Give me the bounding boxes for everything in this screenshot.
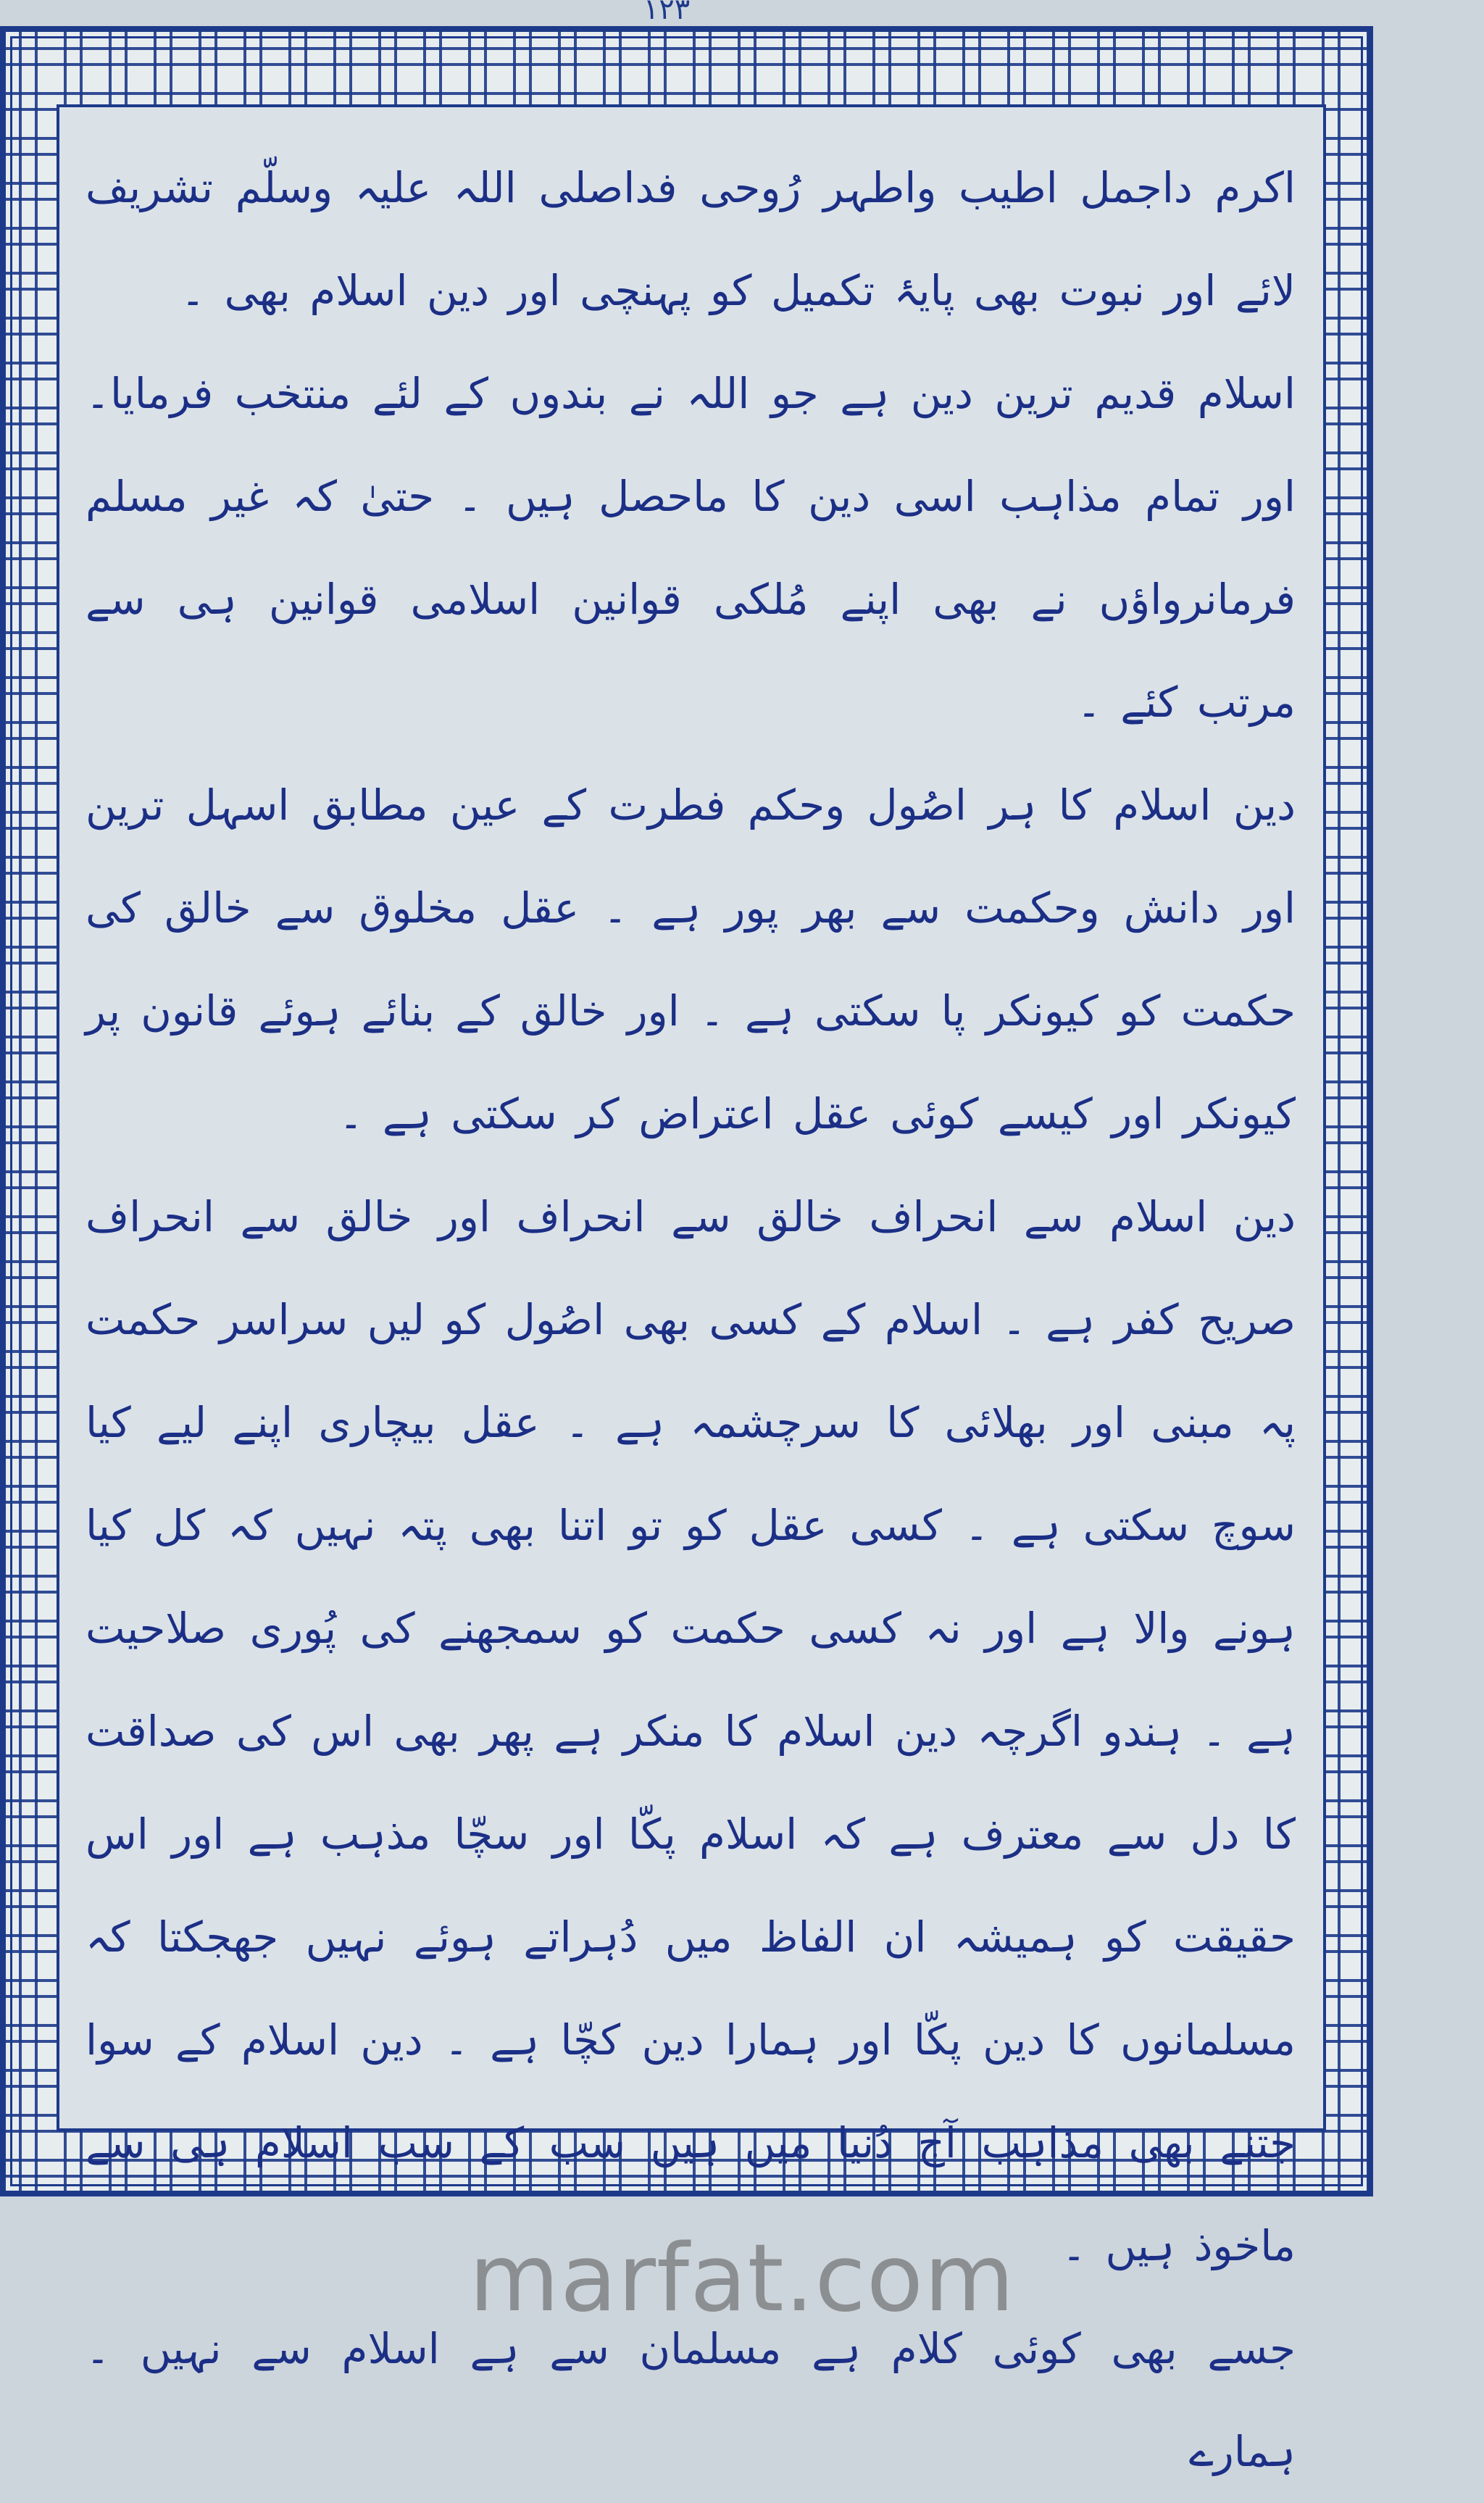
page-number: ۱۲۳: [643, 0, 691, 19]
paragraph-4: دین اسلام سے انحراف خالق سے انحراف اور خالق سے انحراف صریح کفر ہے ۔ اسلام کے کسی بھی اصُول کو لیں سراسر حکمت پہ مبنی اور بھلائی کا سرچشمہ ہے ۔ عقل بیچاری اپنے لیے کیا سوچ سکتی ہے ۔ کسی عقل کو تو اتنا بھی پتہ نہیں کہ کل کیا ہونے والا ہے اور نہ کسی حکمت کو سمجھنے کی پُوری صلاحیت ہے ۔ ہندو اگرچہ دین اسلام کا منکر ہے پھر بھی اس کی صداقت کا دل سے معترف ہے کہ اسلام پکّا اور سچّا مذہب ہے اور اس حقیقت کو ہمیشہ ان الفاظ میں دُہراتے ہوئے نہیں جھجکتا کہ مسلمانوں کا دین پکّا اور ہمارا دین کچّا ہے ۔ دین اسلام کے سوا جتنے بھی مذاہب آج دُنیا میں ہیں سب کے سب اسلام ہی سے ماخوذ ہیں ۔: [86, 1192, 1296, 2270]
paragraph-2: اسلام قدیم ترین دین ہے جو اللہ نے بندوں کے لئے منتخب فرمایا۔ اور تمام مذاہب اسی دین کا ماحصل ہیں ۔ حتیٰ کہ غیر مسلم فرمانرواؤں نے بھی اپنے مُلکی قوانین اسلامی قوانین ہی سے مرتب کئے ۔: [86, 369, 1296, 727]
paragraph-5: جسے بھی کوئی کلام ہے مسلمان سے ہے اسلام سے نہیں ۔ ہمارے: [86, 2324, 1296, 2476]
paragraph-1: اکرم داجمل اطیب واطہر رُوحی فداصلی اللہ علیہ وسلّم تشریف لائے اور نبوت بھی پایۂ تکمیل کو پہنچی اور دین اسلام بھی ۔: [86, 163, 1296, 315]
paragraph-3: دین اسلام کا ہر اصُول وحکم فطرت کے عین مطابق اسہل ترین اور دانش وحکمت سے بھر پور ہے ۔ عقل مخلوق سے خالق کی حکمت کو کیونکر پا سکتی ہے ۔ اور خالق کے بنائے ہوئے قانون پر کیونکر اور کیسے کوئی عقل اعتراض کر سکتی ہے ۔: [86, 780, 1296, 1138]
site-watermark: marfat.com: [469, 2225, 1015, 2333]
